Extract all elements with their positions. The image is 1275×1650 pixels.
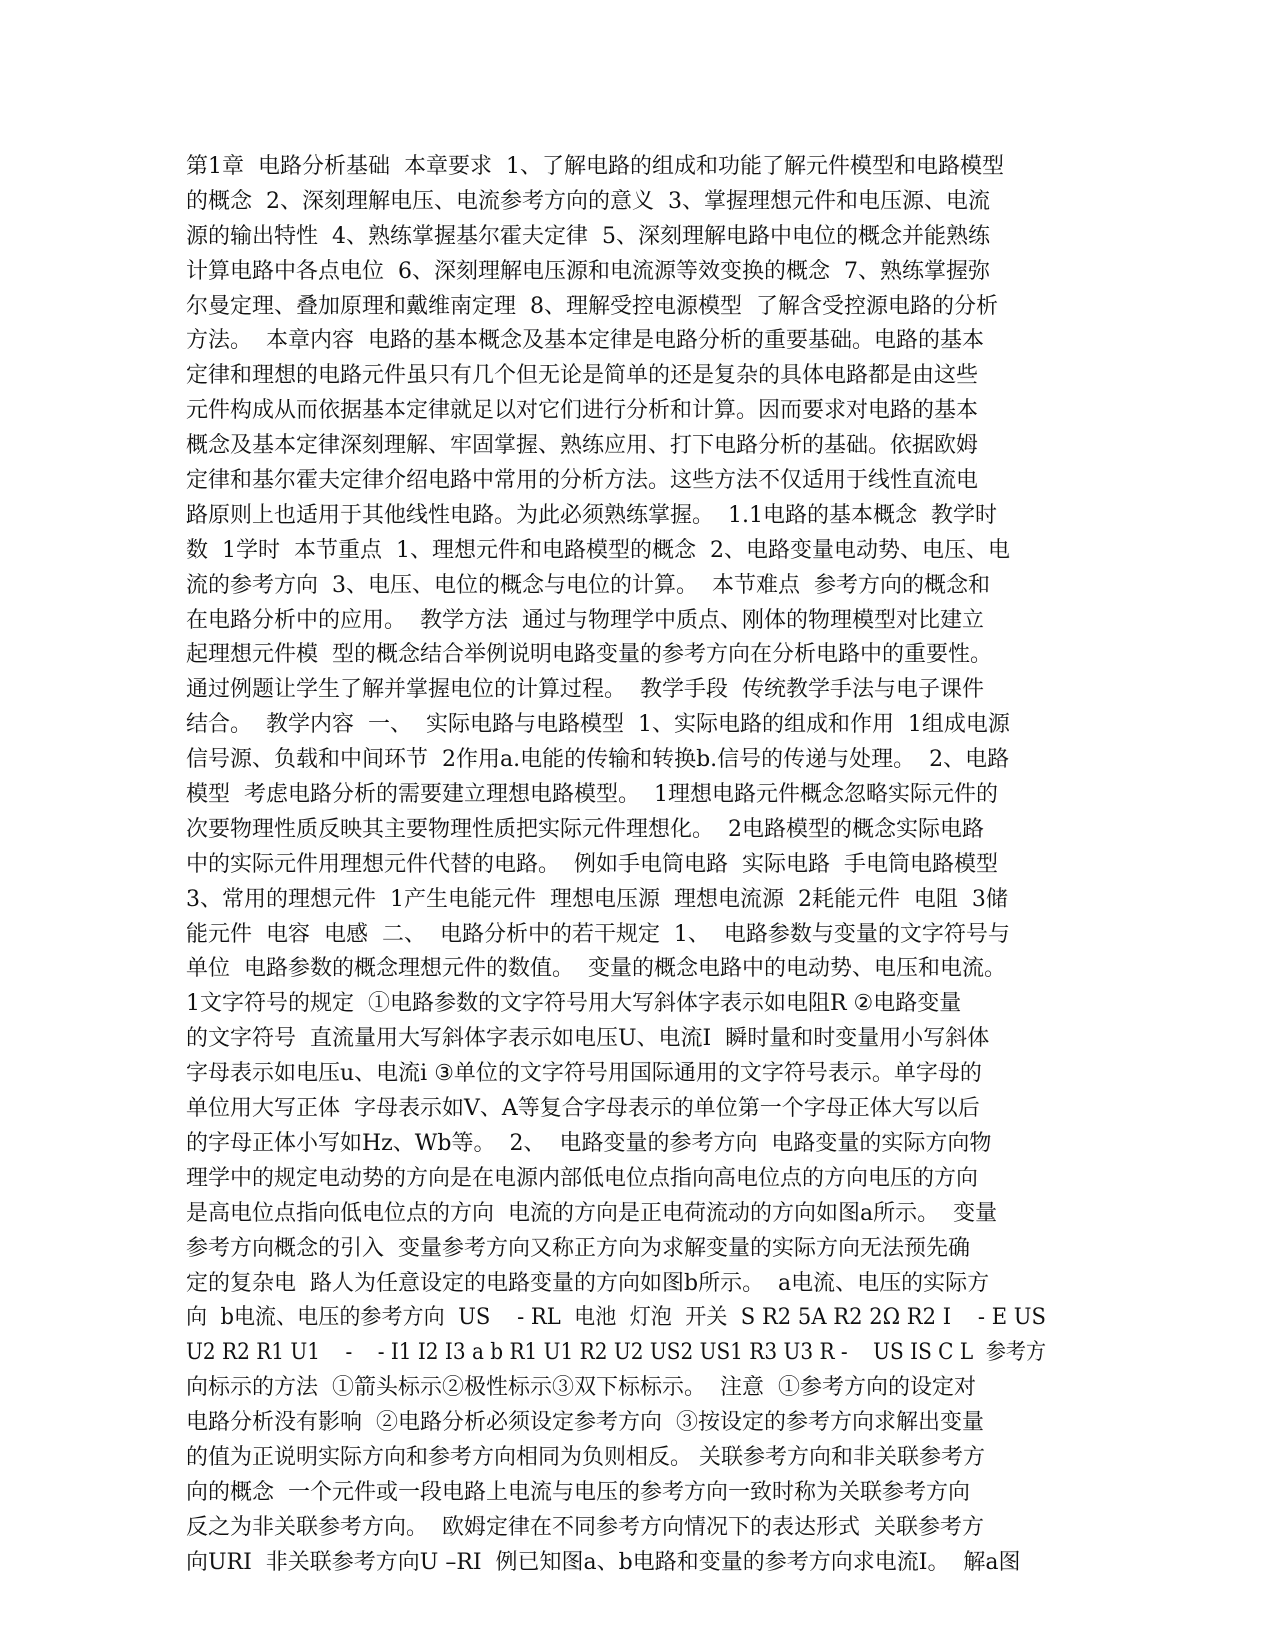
text-line: 向URI 非关联参考方向U –RI 例已知图a、b电路和变量的参考方向求电流I。 解a图 (186, 1549, 1021, 1575)
body-text (186, 150, 1086, 1581)
text-line: 能元件 电容 电感 二、 电路分析中的若干规定 1、 电路参数与变量的文字符号与 (186, 921, 1010, 947)
text-line: 信号源、负载和中间环节 2作用a.电能的传输和转换b.信号的传递与处理。 2、电路 (186, 747, 1010, 773)
text-line: 源的输出特性 4、熟练掌握基尔霍夫定律 5、深刻理解电路中电位的概念并能熟练 (186, 223, 990, 249)
text-line: 向的概念 一个元件或一段电路上电流与电压的参考方向一致时称为关联参考方向 (186, 1479, 970, 1505)
text-line: 是高电位点指向低电位点的方向 电流的方向是正电荷流动的方向如图a所示。 变量 (186, 1200, 998, 1226)
text-line: 流的参考方向 3、电压、电位的概念与电位的计算。 本节难点 参考方向的概念和 (186, 572, 990, 598)
text-line: 字母表示如电压u、电流i ③单位的文字符号用国际通用的文字符号表示。单字母的 (186, 1061, 982, 1087)
text-line: 次要物理性质反映其主要物理性质把实际元件理想化。 2电路模型的概念实际电路 (186, 816, 984, 842)
text-line: 的值为正说明实际方向和参考方向相同为负则相反。 关联参考方向和非关联参考方 (186, 1444, 985, 1470)
text-line: 单位用大写正体 字母表示如V、A等复合字母表示的单位第一个字母正体大写以后 (186, 1096, 980, 1122)
text-line: 反之为非关联参考方向。 欧姆定律在不同参考方向情况下的表达形式 关联参考方 (186, 1514, 984, 1540)
text-line: 参考方向概念的引入 变量参考方向又称正方向为求解变量的实际方向无法预先确 (186, 1235, 970, 1261)
text-line: 计算电路中各点电位 6、深刻理解电压源和电流源等效变换的概念 7、熟练掌握弥 (186, 258, 990, 284)
text-line: 概念及基本定律深刻理解、牢固掌握、熟练应用、打下电路分析的基础。依据欧姆 (186, 433, 979, 459)
text-line: 3、常用的理想元件 1产生电能元件 理想电压源 理想电流源 2耗能元件 电阻 3储 (186, 886, 1008, 912)
text-line: 的概念 2、深刻理解电压、电流参考方向的意义 3、掌握理想元件和电压源、电流 (186, 188, 990, 214)
text-line: 尔曼定理、叠加原理和戴维南定理 8、理解受控电源模型 了解含受控源电路的分析 (186, 293, 998, 319)
text-line: 元件构成从而依据基本定律就足以对它们进行分析和计算。因而要求对电路的基本 (186, 398, 979, 424)
text-line: 理学中的规定电动势的方向是在电源内部低电位点指向高电位点的方向电压的方向 (186, 1165, 979, 1191)
text-line: 向 b电流、电压的参考方向 US - RL 电池 灯泡 开关 S R2 5A R2 2Ω R2 I - E US (186, 1305, 1046, 1331)
text-line: 向标示的方法 ①箭头标示②极性标示③双下标标示。 注意 ①参考方向的设定对 (186, 1375, 976, 1401)
text-line: 定律和理想的电路元件虽只有几个但无论是简单的还是复杂的具体电路都是由这些 (186, 363, 979, 389)
text-line: 电路分析没有影响 ②电路分析必须设定参考方向 ③按设定的参考方向求解出变量 (186, 1410, 984, 1436)
text-line: 数 1学时 本节重点 1、理想元件和电路模型的概念 2、电路变量电动势、电压、电 (186, 537, 1010, 563)
text-line: 定律和基尔霍夫定律介绍电路中常用的分析方法。这些方法不仅适用于线性直流电 (186, 468, 979, 494)
text-line: 的字母正体小写如Hz、Wb等。 2、 电路变量的参考方向 电路变量的实际方向物 (186, 1130, 992, 1156)
text-line: 路原则上也适用于其他线性电路。为此必须熟练掌握。 1.1电路的基本概念 教学时 (186, 502, 997, 528)
text-line: U2 R2 R1 U1 - - I1 I2 I3 a b R1 U1 R2 U2 US2 US1 R3 U3 R - US IS C L 参考方 (186, 1340, 1046, 1366)
text-line: 模型 考虑电路分析的需要建立理想电路模型。 1理想电路元件概念忽略实际元件的 (186, 782, 998, 808)
text-line: 的文字符号 直流量用大写斜体字表示如电压U、电流I 瞬时量和时变量用小写斜体 (186, 1026, 990, 1052)
text-line: 通过例题让学生了解并掌握电位的计算过程。 教学手段 传统教学手法与电子课件 (186, 677, 984, 703)
text-line: 结合。 教学内容 一、 实际电路与电路模型 1、实际电路的组成和作用 1组成电源 (186, 712, 1010, 738)
text-line: 定的复杂电 路人为任意设定的电路变量的方向如图b所示。 a电流、电压的实际方 (186, 1270, 990, 1296)
text-line: 起理想元件模 型的概念结合举例说明电路变量的参考方向在分析电路中的重要性。 (186, 642, 992, 668)
text-line: 单位 电路参数的概念理想元件的数值。 变量的概念电路中的电动势、电压和电流。 (186, 956, 1006, 982)
text-line: 1文字符号的规定 ①电路参数的文字符号用大写斜体字表示如电阻R ②电路变量 (186, 991, 962, 1017)
text-line: 在电路分析中的应用。 教学方法 通过与物理学中质点、刚体的物理模型对比建立 (186, 607, 984, 633)
text-line: 中的实际元件用理想元件代替的电路。 例如手电筒电路 实际电路 手电筒电路模型 (186, 851, 998, 877)
text-line: 方法。 本章内容 电路的基本概念及基本定律是电路分析的重要基础。电路的基本 (186, 328, 984, 354)
text-line: 第1章 电路分析基础 本章要求 1、了解电路的组成和功能了解元件模型和电路模型 (186, 154, 1004, 179)
